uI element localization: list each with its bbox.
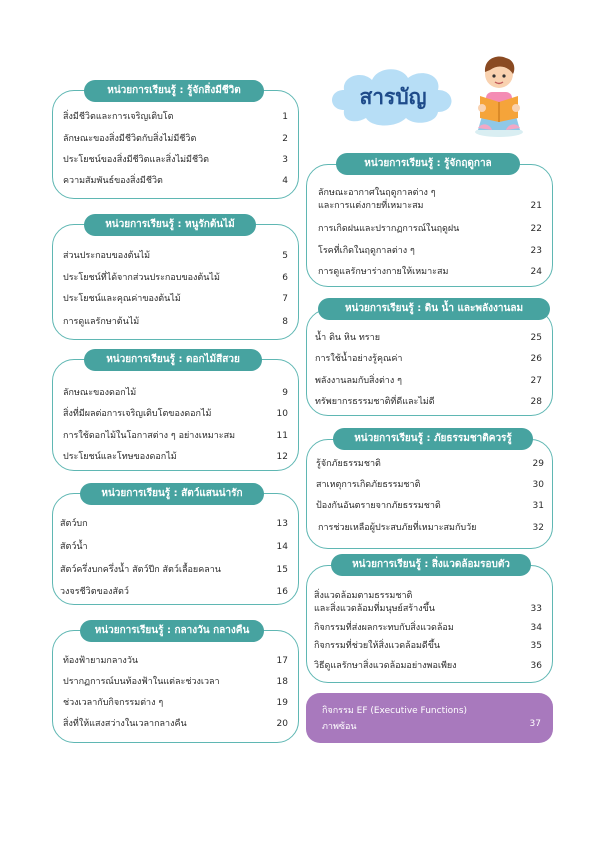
toc-entry-page: 36 [530, 661, 542, 671]
unit-header: หน่วยการเรียนรู้ : สัตว์แสนน่ารัก [80, 483, 264, 505]
activity-ef-box[interactable] [306, 693, 553, 743]
toc-entry-page: 28 [530, 397, 542, 407]
page-title: สารบัญ [359, 85, 427, 109]
toc-entry-title: ลักษณะของดอกไม้ [63, 388, 137, 398]
toc-entry-title: ความสัมพันธ์ของสิ่งมีชีวิต [63, 176, 163, 186]
toc-entry-page: 10 [276, 409, 288, 419]
toc-entry-title: การใช้ดอกไม้ในโอกาสต่าง ๆ อย่างเหมาะสม [63, 431, 236, 441]
toc-entry-title: สัตว์ครึ่งบกครึ่งน้ำ สัตว์ปีก สัตว์เลื้อยคลาน [60, 565, 221, 575]
activity-page: 37 [529, 719, 541, 729]
toc-entry-title: สัตว์บก [60, 519, 88, 529]
unit-header: หน่วยการเรียนรู้ : หนูรักต้นไม้ [84, 214, 256, 236]
toc-entry-title: สาเหตุการเกิดภัยธรรมชาติ [316, 480, 421, 490]
toc-entry-page: 13 [276, 519, 288, 529]
toc-entry-title-continued: และสิ่งแวดล้อมที่มนุษย์สร้างขึ้น [314, 604, 435, 614]
toc-entry-title: ลักษณะของสิ่งมีชีวิตกับสิ่งไม่มีชีวิต [63, 134, 197, 144]
toc-entry-title: การดูแลรักษาต้นไม้ [63, 317, 140, 327]
toc-entry-page: 35 [530, 641, 542, 651]
toc-entry-title: ปรากฏการณ์บนท้องฟ้าในแต่ละช่วงเวลา [63, 677, 220, 687]
unit-header: หน่วยการเรียนรู้ : สิ่งแวดล้อมรอบตัว [331, 554, 531, 576]
toc-entry-title: ป้องกันอันตรายจากภัยธรรมชาติ [316, 501, 441, 511]
unit-header: หน่วยการเรียนรู้ : รู้จักฤดูกาล [336, 153, 520, 175]
toc-entry-page: 16 [276, 587, 288, 597]
toc-entry-page: 7 [282, 294, 288, 304]
toc-entry-title: ทรัพยากรธรรมชาติที่ดีและไม่ดี [315, 397, 435, 407]
toc-entry-page: 3 [282, 155, 288, 165]
toc-entry-page: 11 [276, 431, 288, 441]
toc-entry-title: ประโยชน์ที่ได้จากส่วนประกอบของต้นไม้ [63, 273, 220, 283]
toc-entry-title: รู้จักภัยธรรมชาติ [316, 459, 381, 469]
toc-entry-page: 18 [276, 677, 288, 687]
toc-entry-title: ลักษณะอากาศในฤดูกาลต่าง ๆ [318, 188, 436, 198]
toc-entry-title: วิธีดูแลรักษาสิ่งแวดล้อมอย่างพอเพียง [314, 661, 457, 671]
toc-entry[interactable] [318, 187, 542, 213]
toc-entry-title: การใช้น้ำอย่างรู้คุณค่า [315, 354, 403, 364]
toc-entry-page: 23 [530, 246, 542, 256]
toc-entry-title: การเกิดฝนและปรากฏการณ์ในฤดูฝน [318, 224, 460, 234]
unit-header: หน่วยการเรียนรู้ : รู้จักสิ่งมีชีวิต [84, 80, 264, 102]
toc-entry-title: ประโยชน์ของสิ่งมีชีวิตและสิ่งไม่มีชีวิต [63, 155, 209, 165]
toc-entry-title: กิจกรรมที่ส่งผลกระทบกับสิ่งแวดล้อม [314, 623, 454, 633]
toc-entry-page: 29 [532, 459, 544, 469]
toc-entry-page: 9 [282, 388, 288, 398]
activity-subtitle: ภาพซ้อน [322, 722, 357, 732]
unit-header: หน่วยการเรียนรู้ : ภัยธรรมชาติควรรู้ [333, 428, 533, 450]
toc-entry-title: วงจรชีวิตของสัตว์ [60, 587, 129, 597]
toc-entry-page: 17 [276, 656, 288, 666]
toc-entry-page: 15 [276, 565, 288, 575]
toc-entry-title: ประโยชน์และคุณค่าของต้นไม้ [63, 294, 181, 304]
toc-entry-page: 1 [282, 112, 288, 122]
unit-header: หน่วยการเรียนรู้ : ดิน น้ำ และพลังงานลม [318, 298, 550, 320]
toc-entry[interactable] [314, 590, 542, 616]
reading-child-illustration [468, 52, 530, 138]
toc-entry-page: 8 [282, 317, 288, 327]
toc-entry-title: สัตว์น้ำ [60, 542, 88, 552]
toc-entry-title: การช่วยเหลือผู้ประสบภัยที่เหมาะสมกับวัย [318, 523, 477, 533]
toc-entry-page: 12 [276, 452, 288, 462]
toc-entry-page: 21 [530, 201, 542, 211]
toc-entry-page: 30 [532, 480, 544, 490]
toc-entry-page: 4 [282, 176, 288, 186]
toc-entry-title: การดูแลรักษาร่างกายให้เหมาะสม [318, 267, 449, 277]
toc-entry-title: โรคที่เกิดในฤดูกาลต่าง ๆ [318, 246, 415, 256]
toc-entry-page: 32 [532, 523, 544, 533]
toc-entry-page: 34 [530, 623, 542, 633]
toc-entry-page: 5 [282, 251, 288, 261]
toc-entry-title: กิจกรรมที่ช่วยให้สิ่งแวดล้อมดีขึ้น [314, 641, 441, 651]
toc-entry-title: ช่วงเวลากับกิจกรรมต่าง ๆ [63, 698, 164, 708]
toc-entry-title: ท้องฟ้ายามกลางวัน [63, 656, 139, 666]
toc-entry-title-continued: และการแต่งกายที่เหมาะสม [318, 201, 424, 211]
toc-entry-page: 33 [530, 604, 542, 614]
unit-header: หน่วยการเรียนรู้ : กลางวัน กลางคืน [80, 620, 264, 642]
toc-entry-page: 22 [530, 224, 542, 234]
unit-header: หน่วยการเรียนรู้ : ดอกไม้สีสวย [84, 349, 262, 371]
toc-entry-page: 19 [276, 698, 288, 708]
toc-entry-page: 6 [282, 273, 288, 283]
toc-entry-page: 25 [530, 333, 542, 343]
toc-entry-title: ส่วนประกอบของต้นไม้ [63, 251, 151, 261]
toc-entry-title: สิ่งที่ให้แสงสว่างในเวลากลางคืน [63, 719, 187, 729]
toc-entry-title: พลังงานลมกับสิ่งต่าง ๆ [315, 376, 402, 386]
activity-title: กิจกรรม EF (Executive Functions) [322, 706, 468, 716]
toc-entry-title: สิ่งที่มีผลต่อการเจริญเติบโตของดอกไม้ [63, 409, 212, 419]
toc-entry-title: สิ่งแวดล้อมตามธรรมชาติ [314, 591, 413, 601]
toc-entry-page: 14 [276, 542, 288, 552]
toc-entry-title: ประโยชน์และโทษของดอกไม้ [63, 452, 177, 462]
toc-entry-page: 2 [282, 134, 288, 144]
toc-entry-page: 26 [530, 354, 542, 364]
toc-entry-title: น้ำ ดิน หิน ทราย [315, 333, 380, 343]
toc-entry-page: 24 [530, 267, 542, 277]
toc-entry-page: 20 [276, 719, 288, 729]
toc-entry-title: สิ่งมีชีวิตและการเจริญเติบโต [63, 112, 174, 122]
toc-entry-page: 31 [532, 501, 544, 511]
toc-entry-page: 27 [530, 376, 542, 386]
